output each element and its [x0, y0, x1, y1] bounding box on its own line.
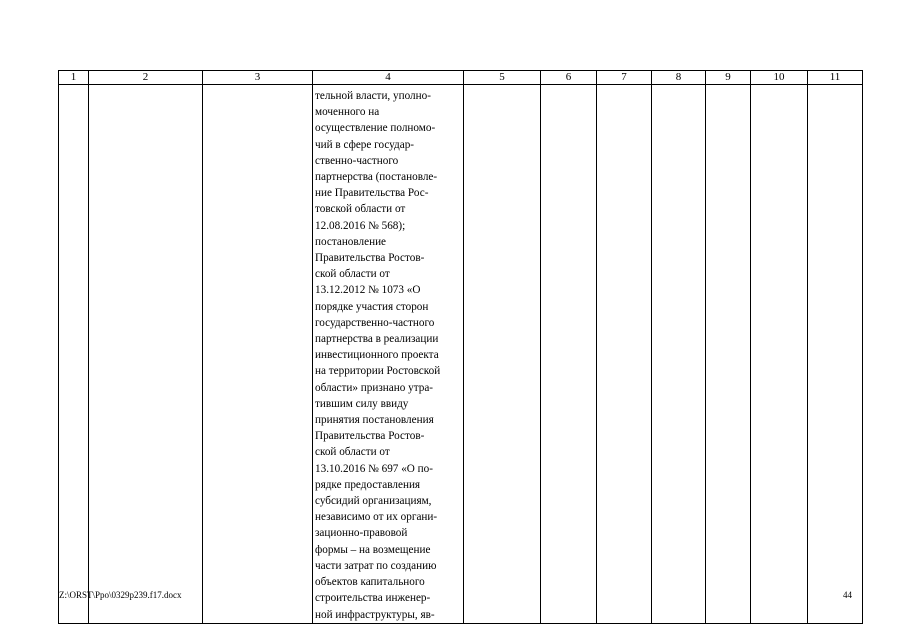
text-line: Правительства Ростов- — [315, 430, 425, 443]
table-cell-col-3 — [203, 85, 313, 624]
table-cell-col-5 — [464, 85, 541, 624]
table-cell-col-11 — [808, 85, 863, 624]
column-header-8: 8 — [652, 71, 706, 85]
text-line: ственно-частного — [315, 154, 399, 167]
text-line: области» признано утра- — [315, 381, 434, 394]
text-line: государственно-частного — [315, 316, 435, 329]
text-line: Правительства Ростов- — [315, 252, 425, 265]
text-line: объектов капитального — [315, 576, 425, 589]
column-header-9: 9 — [706, 71, 751, 85]
footer-file-path: Z:\ORST\Ppo\0329p239.f17.docx — [59, 590, 182, 600]
text-line: 13.10.2016 № 697 «О по- — [315, 462, 433, 475]
column-header-11: 11 — [808, 71, 863, 85]
text-line: осуществление полномо- — [315, 122, 436, 135]
text-line: ской области от — [315, 268, 390, 281]
text-line: инвестиционного проекта — [315, 349, 439, 362]
table-cell-text — [313, 85, 463, 623]
document-table — [58, 70, 863, 624]
text-line: тельной власти, уполно- — [315, 90, 431, 102]
column-header-6: 6 — [541, 71, 597, 85]
text-line: субсидий организациям, — [315, 495, 432, 508]
column-header-3: 3 — [203, 71, 313, 85]
text-line: чий в сфере государ- — [315, 138, 415, 151]
table-cell-col-7 — [597, 85, 652, 624]
table-row — [59, 85, 863, 624]
text-line: постановление — [315, 235, 387, 248]
text-line: партнерства в реализации — [315, 333, 439, 346]
text-line: независимо от их органи- — [315, 511, 438, 524]
table-cell-col-1 — [59, 85, 89, 624]
table-cell-col-9 — [706, 85, 751, 624]
table-cell-col-2 — [89, 85, 203, 624]
text-line: строительства инженер- — [315, 592, 431, 605]
table-header-row — [59, 71, 863, 85]
table-cell-col-8 — [652, 85, 706, 624]
table-cell-col-10 — [751, 85, 808, 624]
page-number: 44 — [843, 590, 852, 600]
column-header-5: 5 — [464, 71, 541, 85]
text-line: партнерства (постановле- — [315, 171, 438, 184]
text-line: формы – на возмещение — [315, 543, 431, 556]
text-line: товской области от — [315, 203, 406, 216]
text-line: 12.08.2016 № 568); — [315, 219, 406, 232]
text-line: рядке предоставления — [315, 478, 421, 491]
text-line: ной инфраструктуры, яв- — [315, 608, 435, 621]
text-line: на территории Ростовской — [315, 365, 441, 378]
column-header-4: 4 — [313, 71, 464, 85]
column-header-7: 7 — [597, 71, 652, 85]
column-header-10: 10 — [751, 71, 808, 85]
table-cell-col-4 — [313, 85, 464, 624]
text-line: тившим силу ввиду — [315, 397, 409, 410]
text-line: 13.12.2012 № 1073 «О — [315, 284, 421, 297]
text-line: зационно-правовой — [315, 527, 408, 540]
text-line: ской области от — [315, 446, 390, 459]
column-header-1: 1 — [59, 71, 89, 85]
column-header-2: 2 — [89, 71, 203, 85]
text-line: ние Правительства Рос- — [315, 187, 429, 200]
text-line: порядке участия сторон — [315, 300, 429, 313]
text-line: части затрат по созданию — [315, 559, 437, 572]
text-line: моченного на — [315, 106, 380, 119]
text-line: принятия постановления — [315, 414, 434, 427]
table-cell-col-6 — [541, 85, 597, 624]
